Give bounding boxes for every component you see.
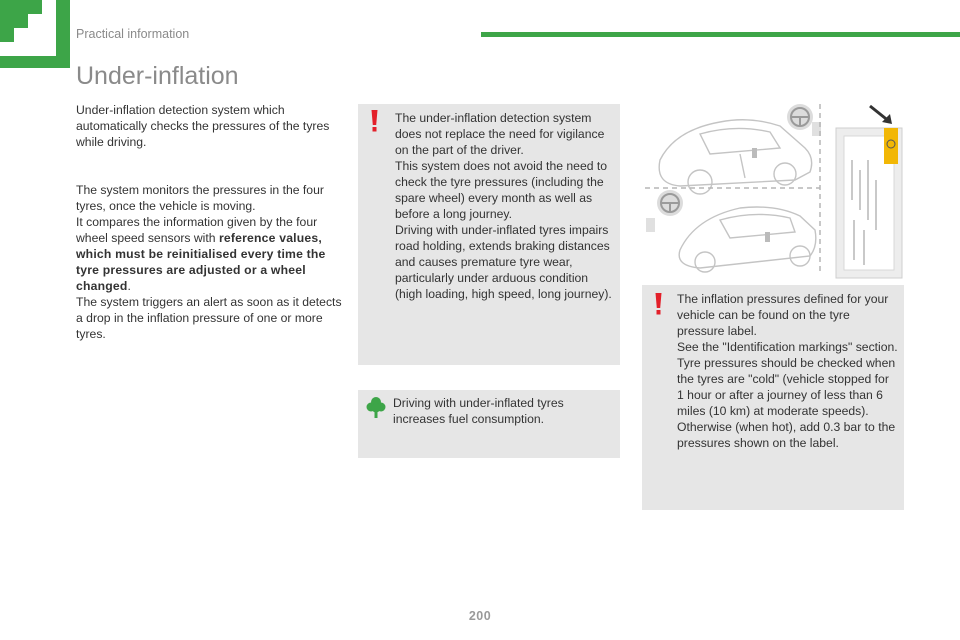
warning-text	[395, 110, 617, 302]
reference-values-emphasis: reference values, which must be reinitialised every time the tyre pressures are adjusted or a wheel changed	[76, 231, 326, 293]
warning-box	[358, 104, 620, 365]
pressure-line: The inflation pressures defined for your vehicle can be found on the tyre pressure label.	[677, 292, 889, 338]
system-paragraph-3: The system triggers an alert as soon as it detects a drop in the inflation pressure of one or more tyres.	[76, 295, 342, 341]
exclamation-icon	[654, 293, 663, 315]
chapter-logo-icon	[0, 0, 70, 68]
warning-line: This system does not avoid the need to check the tyre pressures (including the spare wheel) every month as well as before a long journey.	[395, 159, 608, 221]
system-description	[76, 182, 344, 342]
pressure-box	[642, 285, 904, 510]
car-illustration-icon	[640, 100, 905, 280]
intro-paragraph: Under-inflation detection system which automatically checks the pressures of the tyres while driving.	[76, 103, 330, 149]
tree-icon	[366, 396, 386, 418]
warning-line: Driving with under-inflated tyres impairs road holding, extends braking distances and causes premature tyre wear, particularly under arduous condition (high loading, high speed, long journey).	[395, 223, 612, 301]
page-title: Under-inflation	[76, 62, 239, 90]
pressure-line: Tyre pressures should be checked when the tyres are "cold" (vehicle stopped for 1 hour or after a journey of less than 6 miles (10 km) at moderate speeds).	[677, 356, 896, 418]
eco-text: Driving with under-inflated tyres increases fuel consumption.	[393, 396, 564, 426]
pressure-text	[677, 291, 899, 451]
pressure-line: See the "Identification markings" section.	[677, 340, 898, 354]
page-number: 200	[468, 609, 492, 623]
warning-line: The under-inflation detection system does not replace the need for vigilance on the part of the driver.	[395, 111, 605, 157]
pressure-line: Otherwise (when hot), add 0.3 bar to the pressures shown on the label.	[677, 420, 896, 450]
system-paragraph-2: It compares the information given by the four wheel speed sensors with reference values, which must be reinitialised every time the tyre pressures are adjusted or a wheel changed.	[76, 215, 326, 293]
eco-box	[358, 390, 620, 458]
exclamation-icon	[370, 110, 379, 132]
section-title: Practical information	[76, 27, 190, 41]
header-accent-bar	[481, 32, 960, 37]
system-paragraph-1: The system monitors the pressures in the four tyres, once the vehicle is moving.	[76, 183, 324, 213]
